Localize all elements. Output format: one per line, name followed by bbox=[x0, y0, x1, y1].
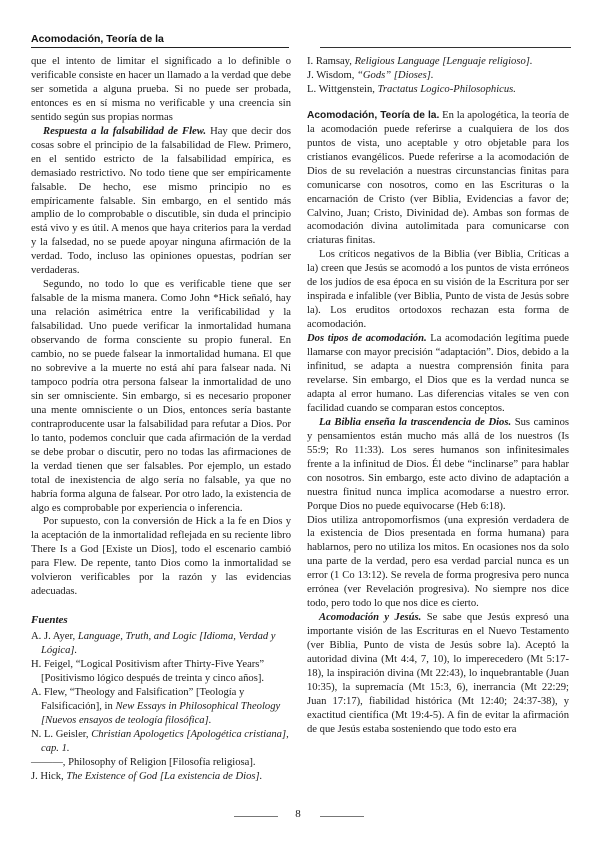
source-entry bbox=[307, 55, 569, 69]
source-author: J. Wisdom, bbox=[307, 69, 357, 81]
subheading: Dos tipos de acomodación. bbox=[307, 333, 427, 345]
header-rule-left bbox=[31, 47, 289, 48]
paragraph: Segundo, no todo lo que es verificable tiene que ser falsable de la misma manera. Como John *Hick señaló, hay una relación asimétrica entre la verificabilidad y la falsabilidad. Uno puede verificar la inmortalidad humana observando de forma consciente su propio funeral. En cambio, no se puede falsear la inmortalidad humana. El que no sobrevive a la muerte no está ahí para falsear nada. Ni tampoco podría otra persona falsear la inmortalidad de uno sin ser omnisciente. Sin embargo, si es necesario proponer una mente omnisciente o un Dios, entonces sería bastante contraproducente usar la falsabilidad para refutar a Dios. Por lo tanto, podemos concluir que cada afirmación de la verdad se debe probar o discutir, pero no todas las afirmaciones de la verdad tienen que ser falsables. Por ejemplo, un estado total de inexistencia de algo sería no falsable, ya que no habría forma alguna de falsear. Por otro lado, la existencia de algo es comprobable por experiencia o inferencia. bbox=[31, 279, 291, 514]
paragraph bbox=[31, 125, 291, 278]
entry-title: Acomodación, Teoría de la. bbox=[307, 109, 440, 121]
source-title: Christian Apologetics [Apologética cristiana], cap. 1. bbox=[41, 728, 289, 754]
left-column bbox=[31, 55, 291, 784]
paragraph-text: Sus caminos y pensamientos están mucho más allá de los nuestros (Is 55:9; Ro 11:33). Los seres humanos son infinitesimales frente a la infinitud de Dios. Él debe “inclinarse” para hablar con nosotros. Sin embargo, este acto divino de adaptación a nuestra finitud nunca implica acomodarse a nuestro error. Porque Dios no puede equivocarse (Heb 6:18). bbox=[307, 416, 569, 512]
source-title: New Essays in Philosophical Theology [Nuevos ensayos de teología filosófica]. bbox=[41, 700, 281, 726]
paragraph-text: En la apologética, la teoría de la acomodación puede referirse a cualquiera de los dos puntos de vista, uno aceptable y otro objetable para los cristianos evangélicos. Puede referirse a la acomodación de Dios de su revelación a nuestras circunstancias finitas para comunicarse con nosotros, como en las Escrituras o la encarnación de Cristo (ver Biblia, Evidencias a favor de; Calvino, Juan; Cristo, Divinidad de). Ambas son formas de acomodación divina autolimitada para comunicarse con criaturas finitas. bbox=[307, 109, 569, 247]
source-title: “Gods” [Dioses]. bbox=[357, 69, 434, 81]
source-title: The Existence of God [La existencia de Dios]. bbox=[66, 770, 263, 782]
source-entry: H. Feigel, “Logical Positivism after Thirty-Five Years” [Positivismo lógico después de treinta y cinco años]. bbox=[31, 659, 265, 684]
subheading: La Biblia enseña la trascendencia de Dios. bbox=[319, 416, 512, 428]
footer-rule-left bbox=[234, 816, 278, 817]
source-author: A. Flew, “Theology and Falsification” [Teología y Falsificación], in bbox=[31, 686, 245, 712]
paragraph: Los críticos negativos de la Biblia (ver Biblia, Críticas a la) creen que Jesús se acomodó a los puntos de vista erróneos de los judíos de esa época en su visión de la Escritura por ser inspirada e infalible (ver Biblia, Punto de vista de Jesús sobre la). Los eruditos ortodoxos rechazan esta forma de acomodación. bbox=[307, 249, 569, 331]
paragraph-text: Se sabe que Jesús expresó una importante visión de las Escrituras en el Nuevo Testamento (ver Biblia, Punto de vista de Jesús sobre la). Aceptó la autoridad divina (Mt 4:4, 7, 10), lo imperecedero (Mt 5:17-18), la inspiración divina (Mt 22:43), lo inquebrantable (Juan 10:35), la supremacía (Mt 15:3, 6), inerrancia (Mt 22:29; Juan 17:17), fiabilidad histórica (Mt 12:40; 24:37-38), y exactitud científica (Mt 19:4-5). A fin de evitar la afirmación de que Jesús estaba sosteniendo que todo esto era bbox=[307, 612, 569, 735]
source-author: L. Wittgenstein, bbox=[307, 83, 378, 95]
source-author: J. Hick, bbox=[31, 770, 67, 782]
paragraph: que el intento de limitar el significado a lo definible o verificable consiste en hacer un llamado a la verdad que debe ser sometida a alguna prueba. Si no puede ser probada, entonces es en sí misma no verificable y una creencia sin sentido según sus propias normas bbox=[31, 56, 292, 123]
source-title: Language, Truth, and Logic [Idioma, Verdad y Lógica]. bbox=[41, 631, 276, 657]
source-author: N. L. Geisler, bbox=[31, 728, 92, 740]
entry-paragraph bbox=[307, 109, 569, 249]
sources-heading: Fuentes bbox=[31, 614, 68, 627]
source-entry bbox=[307, 83, 569, 97]
source-entry bbox=[307, 69, 569, 83]
paragraph bbox=[307, 332, 569, 416]
page-footer bbox=[0, 808, 595, 828]
source-entry bbox=[31, 630, 291, 658]
source-entry bbox=[31, 770, 291, 784]
footer-rule-right bbox=[320, 816, 364, 817]
page-number: 8 bbox=[295, 808, 301, 820]
source-entry: ———, Philosophy of Religion [Filosofía religiosa]. bbox=[31, 756, 256, 768]
source-entry bbox=[31, 728, 291, 756]
paragraph-text: Hay que decir dos cosas sobre el principio de la falsabilidad de Flew. Primero, en el sentido estricto de la falsabilidad empírica, es demasiado restrictivo. No todo tiene que ser empíricamente falsable. De hecho, ese mismo principio no es empíricamente falsable. Sin embargo, en el sentido más amplio de lo comprobable o discutible, sin duda el principio está vivo y es útil. A menos que haya criterios para la verdad y la falsedad, no se puede apoyar ninguna afirmación de la verdad. Todo, incluso las opiniones opuestas, podrían ser verdaderas. bbox=[31, 125, 291, 277]
source-author: A. J. Ayer, bbox=[31, 631, 78, 643]
running-title: Acomodación, Teoría de la bbox=[31, 33, 164, 45]
source-author: I. Ramsay, bbox=[307, 56, 355, 67]
running-header bbox=[31, 33, 571, 47]
paragraph: Dios utiliza antropomorfismos (una expresión verdadera de la existencia de Dios presentada en forma humana) para hablarnos, pero no utiliza los mitos. En ocasiones nos da solo una parte de la verdad, pero esa verdad parcial nunca es un error (1 Co 13:12). Se revela de forma progresiva pero nunca errónea (ver Revelación progresiva). No siempre nos dice todo, pero todo lo que nos dice es cierto. bbox=[307, 514, 569, 610]
source-title: Tractatus Logico-Philosophicus. bbox=[377, 83, 516, 95]
paragraph: Por supuesto, con la conversión de Hick a la fe en Dios y la aceptación de la inmortalidad reflejada en su reciente libro There Is a God [Existe un Dios], todo el escenario cambió para Flew. De repente, tanto Dios como la inmortalidad se volvieron verificables por la razón y las evidencias adecuadas. bbox=[31, 516, 291, 598]
paragraph bbox=[307, 416, 569, 514]
subheading: Acomodación y Jesús. bbox=[319, 612, 422, 624]
header-rule-right bbox=[320, 47, 571, 48]
source-entry bbox=[31, 686, 291, 728]
paragraph-text: La acomodación legítima puede llamarse con mayor precisión “adaptación”. Dios, debido a la infinitud, se adapta a nuestra comprensión finita para revelarse. Sin embargo, el Dios que es la verdad nunca se adapta al error humano. Las diferencias vitales se ven con facilidad cuando se comparan estos conceptos. bbox=[307, 333, 569, 414]
right-column bbox=[307, 55, 569, 737]
subheading: Respuesta a la falsabilidad de Flew. bbox=[43, 125, 207, 137]
paragraph bbox=[307, 611, 569, 737]
source-title: Religious Language [Lenguaje religioso]. bbox=[354, 56, 533, 67]
